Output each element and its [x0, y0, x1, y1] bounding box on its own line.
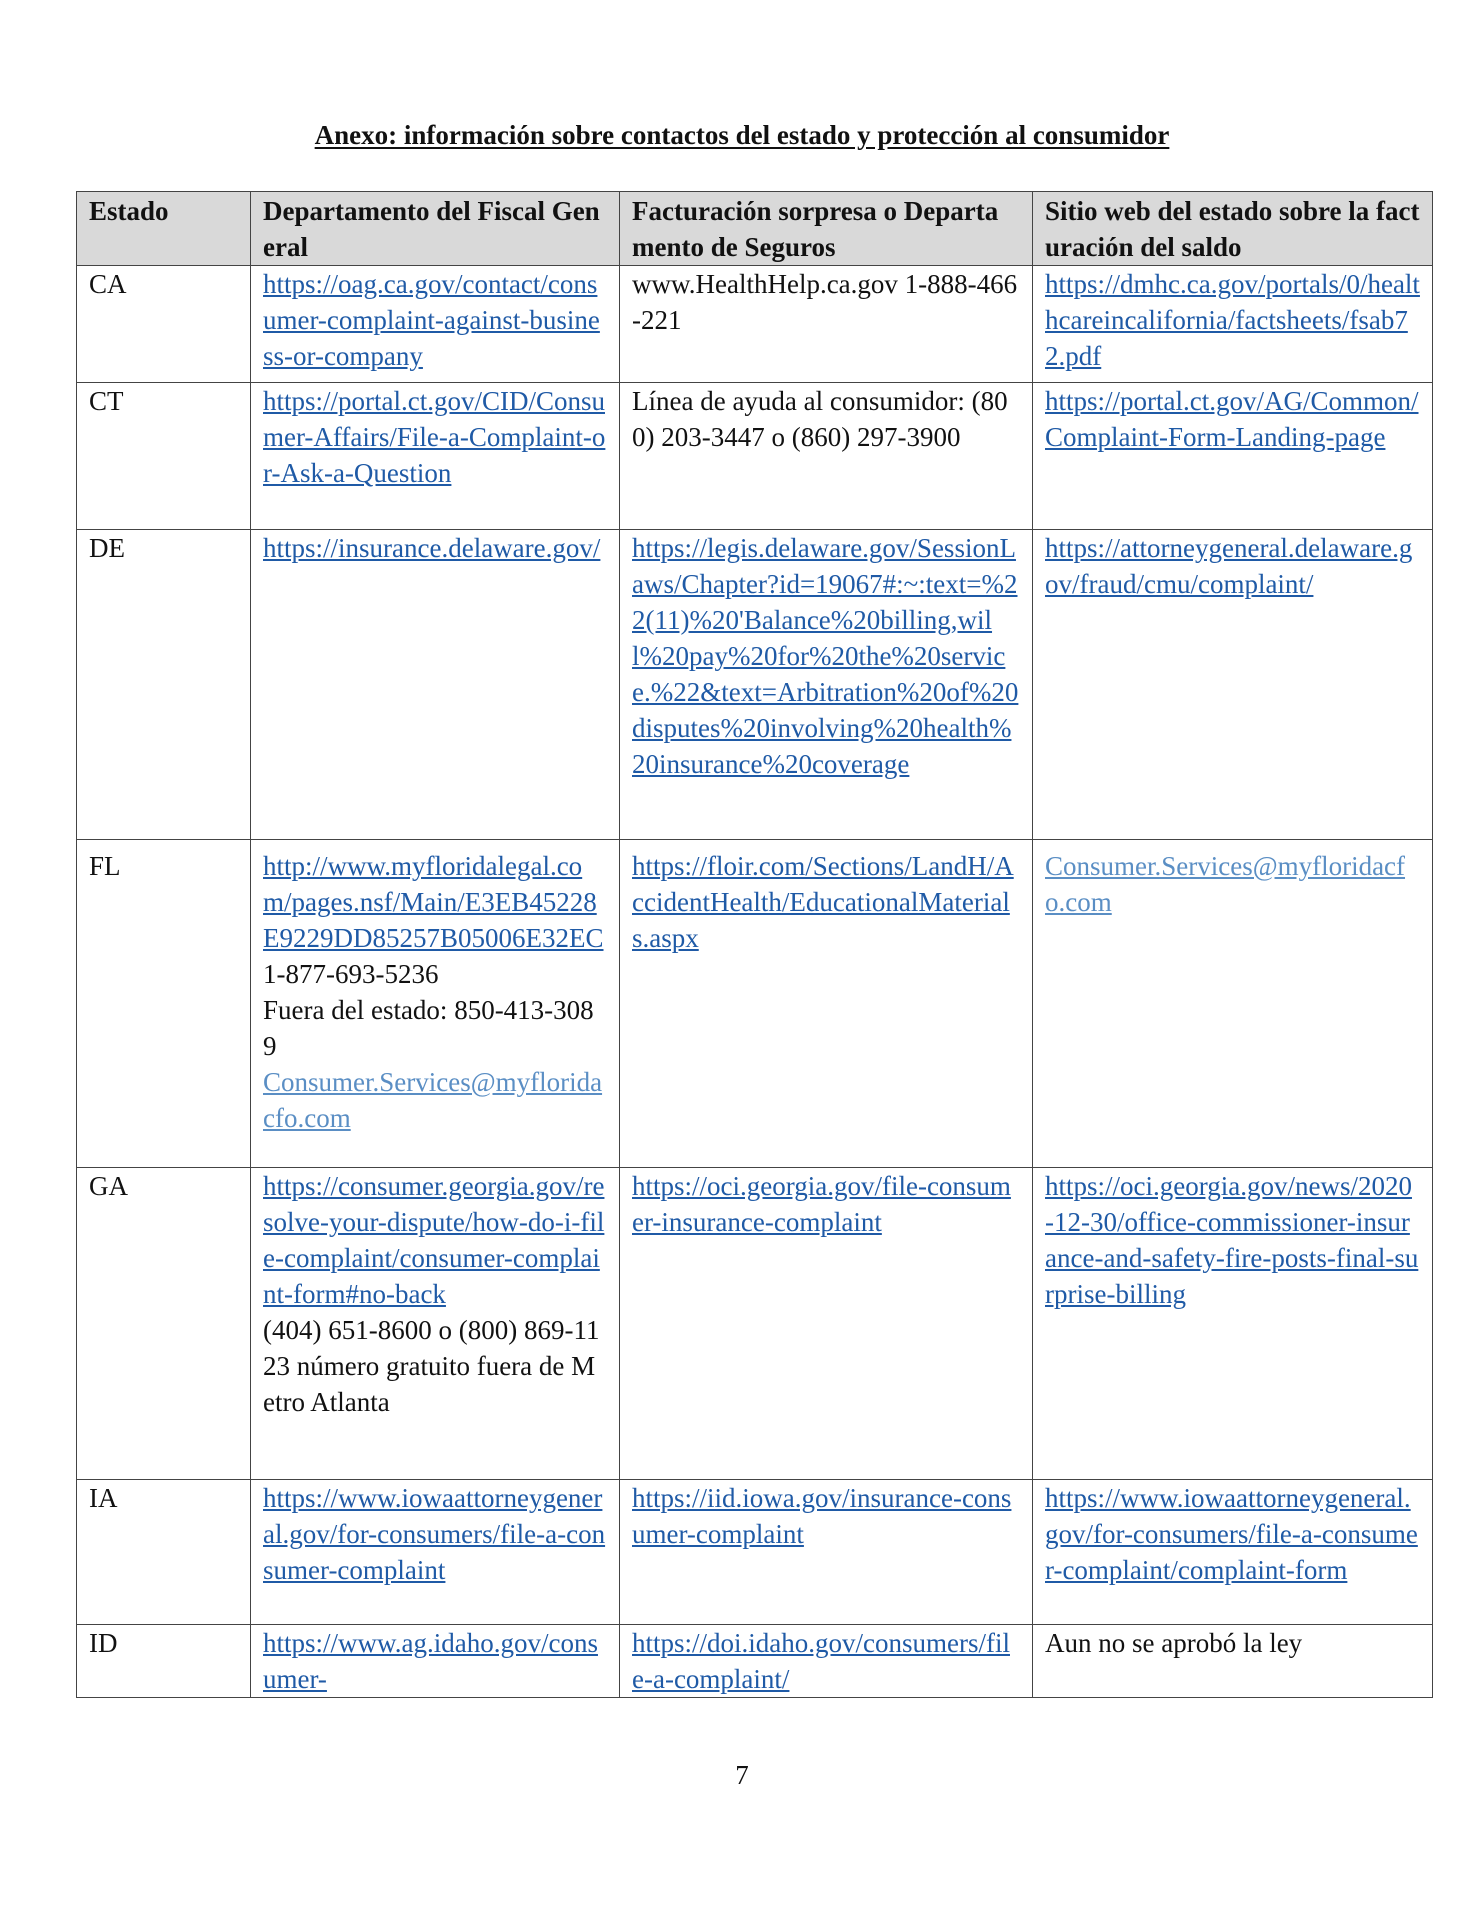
- header-balance-billing-website: Sitio web del estado sobre la facturación del saldo: [1033, 192, 1433, 266]
- ag-cell: [251, 383, 620, 530]
- billing-cell: [1033, 530, 1433, 840]
- insurance-cell: [620, 266, 1033, 383]
- billing-link[interactable]: https://dmhc.ca.gov/portals/0/healthcareincalifornia/factsheets/fsab72.pdf: [1045, 269, 1420, 371]
- header-state: Estado: [77, 192, 251, 266]
- billing-link[interactable]: https://attorneygeneral.delaware.gov/fraud/cmu/complaint/: [1045, 533, 1413, 599]
- page-title: Anexo: información sobre contactos del estado y protección al consumidor: [314, 120, 1170, 150]
- table-row: [77, 383, 1433, 530]
- insurance-cell: [620, 530, 1033, 840]
- state-cell: CA: [77, 266, 251, 383]
- billing-status-text: Aun no se aprobó la ley: [1045, 1628, 1303, 1658]
- ag-link[interactable]: https://consumer.georgia.gov/resolve-your-dispute/how-do-i-file-complaint/consumer-complaint-form#no-back: [263, 1171, 605, 1309]
- ag-out-of-state-phone: Fuera del estado: 850-413-3089: [263, 995, 594, 1061]
- insurance-link[interactable]: https://legis.delaware.gov/SessionLaws/Chapter?id=19067#:~:text=%22(11)%20'Balance%20billing,will%20pay%20for%20the%20service.%22&text=Arbitration%20of%20disputes%20involving%20health%20insurance%20coverage: [632, 533, 1019, 779]
- billing-cell: [1033, 1168, 1433, 1480]
- table-row: [77, 1168, 1433, 1480]
- billing-cell: [1033, 1480, 1433, 1625]
- ag-link[interactable]: https://oag.ca.gov/contact/consumer-complaint-against-business-or-company: [263, 269, 600, 371]
- insurance-link[interactable]: https://doi.idaho.gov/consumers/file-a-complaint/: [632, 1628, 1010, 1694]
- table-row: [77, 1625, 1433, 1698]
- billing-email-link[interactable]: Consumer.Services@myfloridacfo.com: [1045, 851, 1406, 917]
- billing-cell: [1033, 840, 1433, 1168]
- billing-cell: [1033, 1625, 1433, 1698]
- billing-cell: [1033, 266, 1433, 383]
- ag-link[interactable]: https://www.ag.idaho.gov/consumer-: [263, 1628, 598, 1694]
- ag-link[interactable]: https://portal.ct.gov/CID/Consumer-Affairs/File-a-Complaint-or-Ask-a-Question: [263, 386, 606, 488]
- insurance-contact-text: Línea de ayuda al consumidor: (800) 203-3447 o (860) 297-3900: [632, 386, 1008, 452]
- header-insurance-department: Facturación sorpresa o Departamento de Seguros: [620, 192, 1033, 266]
- ag-email-link[interactable]: Consumer.Services@myfloridacfo.com: [263, 1067, 603, 1133]
- table-row: [77, 266, 1433, 383]
- insurance-cell: [620, 840, 1033, 1168]
- billing-link[interactable]: https://www.iowaattorneygeneral.gov/for-consumers/file-a-consumer-complaint/complaint-form: [1045, 1483, 1418, 1585]
- ag-phone: (404) 651-8600 o (800) 869-1123 número gratuito fuera de Metro Atlanta: [263, 1315, 600, 1417]
- insurance-cell: [620, 383, 1033, 530]
- ag-link[interactable]: https://insurance.delaware.gov/: [263, 533, 601, 563]
- state-contacts-table: [76, 191, 1433, 1698]
- ag-link[interactable]: http://www.myfloridalegal.com/pages.nsf/Main/E3EB45228E9229DD85257B05006E32EC: [263, 851, 604, 953]
- ag-cell: [251, 1625, 620, 1698]
- insurance-cell: [620, 1625, 1033, 1698]
- billing-cell: [1033, 383, 1433, 530]
- insurance-contact-text: www.HealthHelp.ca.gov 1-888-466-221: [632, 269, 1018, 335]
- state-cell: DE: [77, 530, 251, 840]
- billing-link[interactable]: https://portal.ct.gov/AG/Common/Complaint-Form-Landing-page: [1045, 386, 1419, 452]
- table-row: [77, 840, 1433, 1168]
- state-cell: GA: [77, 1168, 251, 1480]
- billing-link[interactable]: https://oci.georgia.gov/news/2020-12-30/office-commissioner-insurance-and-safety-fire-posts-final-surprise-billing: [1045, 1171, 1419, 1309]
- table-row: [77, 1480, 1433, 1625]
- insurance-link[interactable]: https://oci.georgia.gov/file-consumer-insurance-complaint: [632, 1171, 1011, 1237]
- insurance-link[interactable]: https://iid.iowa.gov/insurance-consumer-complaint: [632, 1483, 1012, 1549]
- state-cell: ID: [77, 1625, 251, 1698]
- ag-cell: [251, 1480, 620, 1625]
- state-cell: FL: [77, 840, 251, 1168]
- ag-cell: [251, 840, 620, 1168]
- page-number: 7: [735, 1760, 749, 1790]
- insurance-cell: [620, 1480, 1033, 1625]
- ag-cell: [251, 266, 620, 383]
- table-header-row: [77, 192, 1433, 266]
- insurance-link[interactable]: https://floir.com/Sections/LandH/AccidentHealth/EducationalMaterials.aspx: [632, 851, 1014, 953]
- insurance-cell: [620, 1168, 1033, 1480]
- ag-cell: [251, 1168, 620, 1480]
- ag-cell: [251, 530, 620, 840]
- ag-link[interactable]: https://www.iowaattorneygeneral.gov/for-consumers/file-a-consumer-complaint: [263, 1483, 606, 1585]
- ag-phone: 1-877-693-5236: [263, 959, 439, 989]
- header-attorney-general: Departamento del Fiscal General: [251, 192, 620, 266]
- table-row: [77, 530, 1433, 840]
- state-cell: CT: [77, 383, 251, 530]
- state-cell: IA: [77, 1480, 251, 1625]
